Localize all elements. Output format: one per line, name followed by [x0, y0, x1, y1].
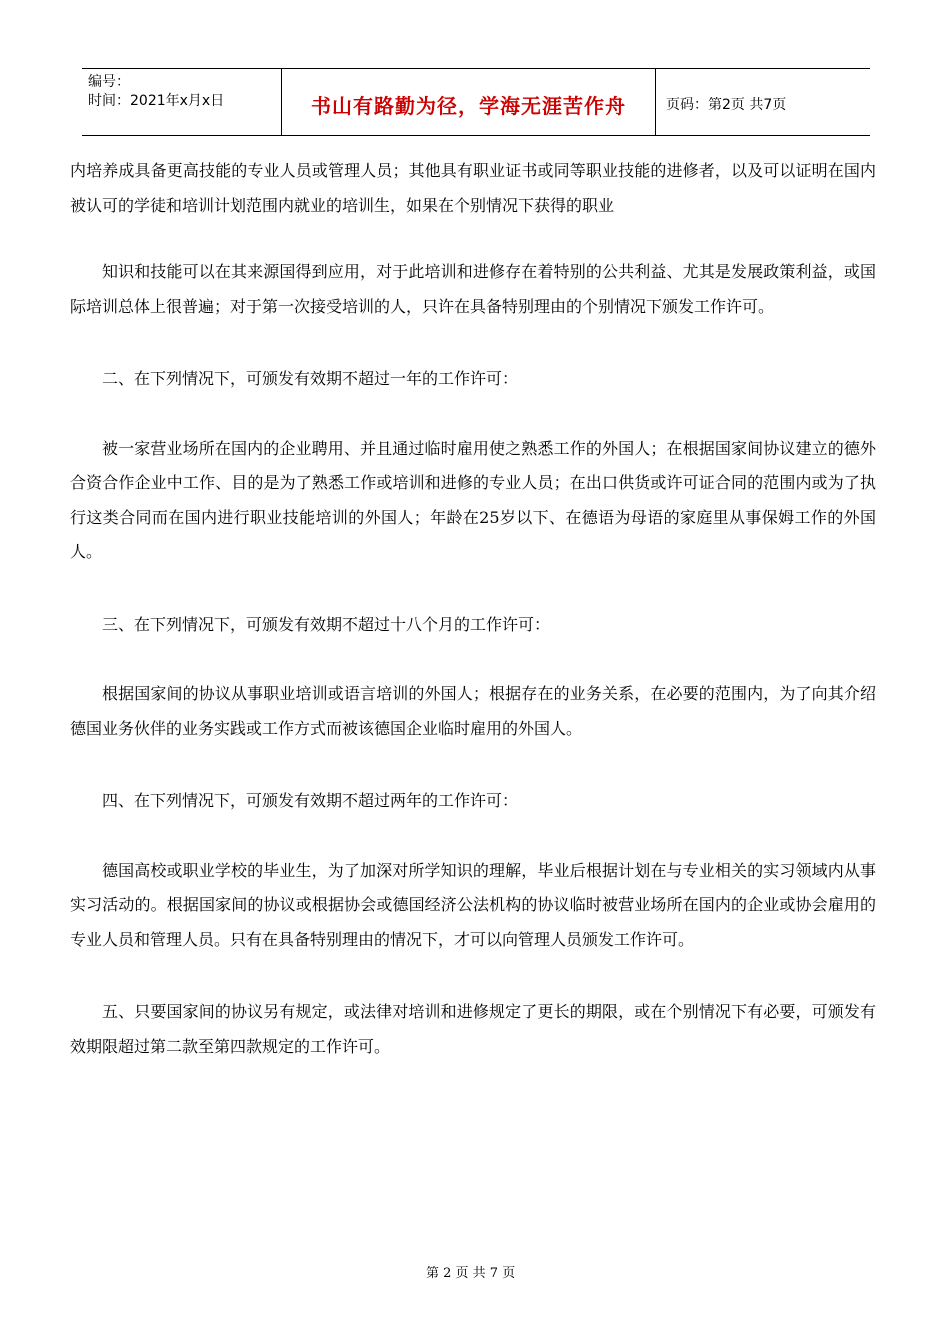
paragraph: 被一家营业场所在国内的企业聘用、并且通过临时雇用使之熟悉工作的外国人；在根据国家间协议建立的德外合资合作企业中工作、目的是为了熟悉工作或培训和进修的专业人员；在出口供货或许可证合同的范围内或为了执行这类合同而在国内进行职业技能培训的外国人；年龄在25岁以下、在德语为母语的家庭里从事保姆工作的外国人。	[70, 438, 876, 561]
paragraph: 内培养成具备更高技能的专业人员或管理人员；其他具有职业证书或同等职业技能的进修者，以及可以证明在国内被认可的学徒和培训计划范围内就业的培训生，如果在个别情况下获得的职业	[70, 161, 876, 215]
paragraph: 知识和技能可以在其来源国得到应用，对于此培训和进修存在着特别的公共利益、尤其是发展政策利益，或国际培训总体上很普遍；对于第一次接受培训的人，只许在具备特别理由的个别情况下颁发工作许可。	[70, 262, 876, 316]
section-heading: 三、在下列情况下，可颁发有效期不超过十八个月的工作许可：	[102, 614, 551, 634]
header-motto: 书山有路勤为径，学海无涯苦作舟	[311, 93, 626, 118]
header-info-cell	[82, 69, 282, 135]
header-page-cell	[656, 69, 870, 135]
header-motto-cell	[282, 69, 656, 135]
header-page-label: 页码：第2页 共7页	[666, 97, 787, 113]
section-heading: 二、在下列情况下，可颁发有效期不超过一年的工作许可：	[102, 369, 519, 388]
doc-date-label: 时间：2021年x月x日	[88, 93, 225, 109]
page-footer	[0, 1262, 950, 1281]
document-body	[70, 154, 876, 1064]
header-table	[82, 68, 870, 136]
paragraph: 德国高校或职业学校的毕业生，为了加深对所学知识的理解，毕业后根据计划在与专业相关的实习领域内从事实习活动的。根据国家间的协议或根据协会或德国经济公法机构的协议临时被营业场所在国内的企业或协会雇用的专业人员和管理人员。只有在具备特别理由的情况下，才可以向管理人员颁发工作许可。	[70, 860, 876, 949]
paragraph: 五、只要国家间的协议另有规定，或法律对培训和进修规定了更长的期限，或在个别情况下有必要，可颁发有效期限超过第二款至第四款规定的工作许可。	[70, 1002, 876, 1056]
footer-page-number: 第 2 页 共 7 页	[426, 1266, 516, 1281]
section-heading: 四、在下列情况下，可颁发有效期不超过两年的工作许可：	[102, 791, 519, 810]
doc-number-label: 编号：	[88, 74, 130, 90]
paragraph: 根据国家间的协议从事职业培训或语言培训的外国人；根据存在的业务关系，在必要的范围内，为了向其介绍德国业务伙伴的业务实践或工作方式而被该德国企业临时雇用的外国人。	[70, 684, 876, 738]
